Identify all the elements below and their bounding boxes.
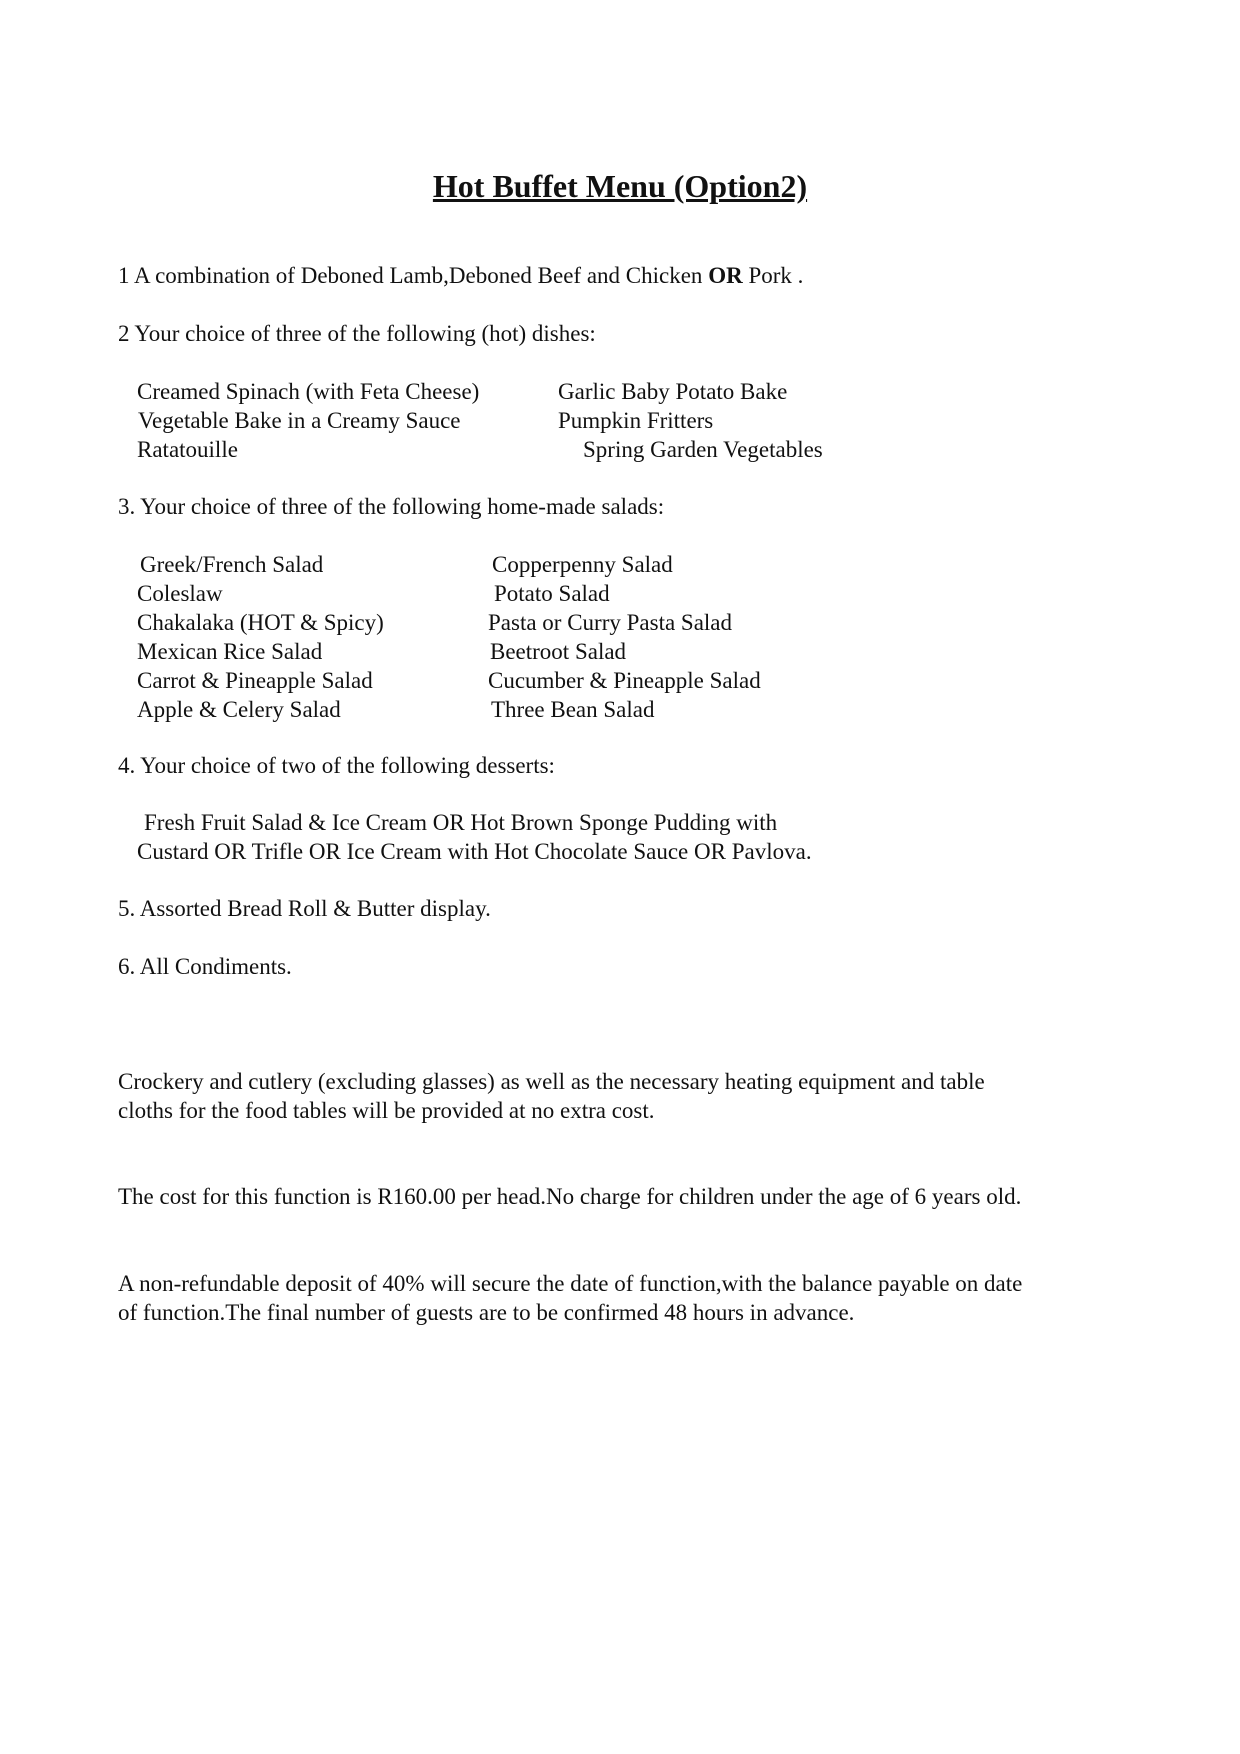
dessert-line-1: Fresh Fruit Salad & Ice Cream OR Hot Brown Sponge Pudding with bbox=[144, 810, 778, 835]
page-title: Hot Buffet Menu (Option2) bbox=[432, 168, 808, 204]
item-6: 6. All Condiments. bbox=[118, 954, 292, 979]
salad-left-3: Chakalaka (HOT & Spicy) bbox=[137, 610, 384, 635]
item-1-line bbox=[118, 262, 803, 290]
salad-right-6: Three Bean Salad bbox=[491, 697, 655, 722]
cost-note: The cost for this function is R160.00 per head.No charge for children under the age of 6 years old. bbox=[118, 1184, 1022, 1209]
salad-left-4: Mexican Rice Salad bbox=[137, 639, 323, 664]
item-3-heading: 3. Your choice of three of the following home-made salads: bbox=[118, 494, 665, 519]
salad-right-5: Cucumber & Pineapple Salad bbox=[488, 668, 761, 693]
item-5: 5. Assorted Bread Roll & Butter display. bbox=[118, 896, 491, 921]
salad-right-2: Potato Salad bbox=[494, 581, 610, 606]
item-1-or-bold: OR bbox=[708, 263, 743, 288]
item-1-text-start: 1 A combination of Deboned Lamb,Deboned Beef and Chicken bbox=[118, 263, 709, 288]
item-2-heading: 2 Your choice of three of the following (hot) dishes: bbox=[118, 321, 596, 346]
crockery-note-line-2: cloths for the food tables will be provided at no extra cost. bbox=[118, 1098, 655, 1123]
item-4-heading: 4. Your choice of two of the following desserts: bbox=[118, 753, 555, 778]
salad-left-1: Greek/French Salad bbox=[140, 552, 324, 577]
salad-right-3: Pasta or Curry Pasta Salad bbox=[488, 610, 733, 635]
hot-dish-left-2: Vegetable Bake in a Creamy Sauce bbox=[138, 408, 461, 433]
dessert-line-2: Custard OR Trifle OR Ice Cream with Hot Chocolate Sauce OR Pavlova. bbox=[137, 839, 812, 864]
deposit-note-line-2: of function.The final number of guests are to be confirmed 48 hours in advance. bbox=[118, 1300, 855, 1325]
deposit-note-line-1: A non-refundable deposit of 40% will secure the date of function,with the balance payable on date bbox=[118, 1271, 1023, 1296]
salad-right-4: Beetroot Salad bbox=[490, 639, 627, 664]
salad-left-5: Carrot & Pineapple Salad bbox=[137, 668, 373, 693]
salad-left-2: Coleslaw bbox=[137, 581, 223, 606]
hot-dish-left-3: Ratatouille bbox=[137, 437, 238, 462]
salad-left-6: Apple & Celery Salad bbox=[137, 697, 341, 722]
hot-dish-right-3: Spring Garden Vegetables bbox=[583, 437, 823, 462]
crockery-note-line-1: Crockery and cutlery (excluding glasses) as well as the necessary heating equipment and table bbox=[118, 1069, 985, 1094]
hot-dish-right-1: Garlic Baby Potato Bake bbox=[558, 379, 788, 404]
hot-dish-left-1: Creamed Spinach (with Feta Cheese) bbox=[137, 379, 480, 404]
salad-right-1: Copperpenny Salad bbox=[492, 552, 673, 577]
item-1-text-end: Pork . bbox=[742, 263, 804, 288]
hot-dish-right-2: Pumpkin Fritters bbox=[558, 408, 714, 433]
